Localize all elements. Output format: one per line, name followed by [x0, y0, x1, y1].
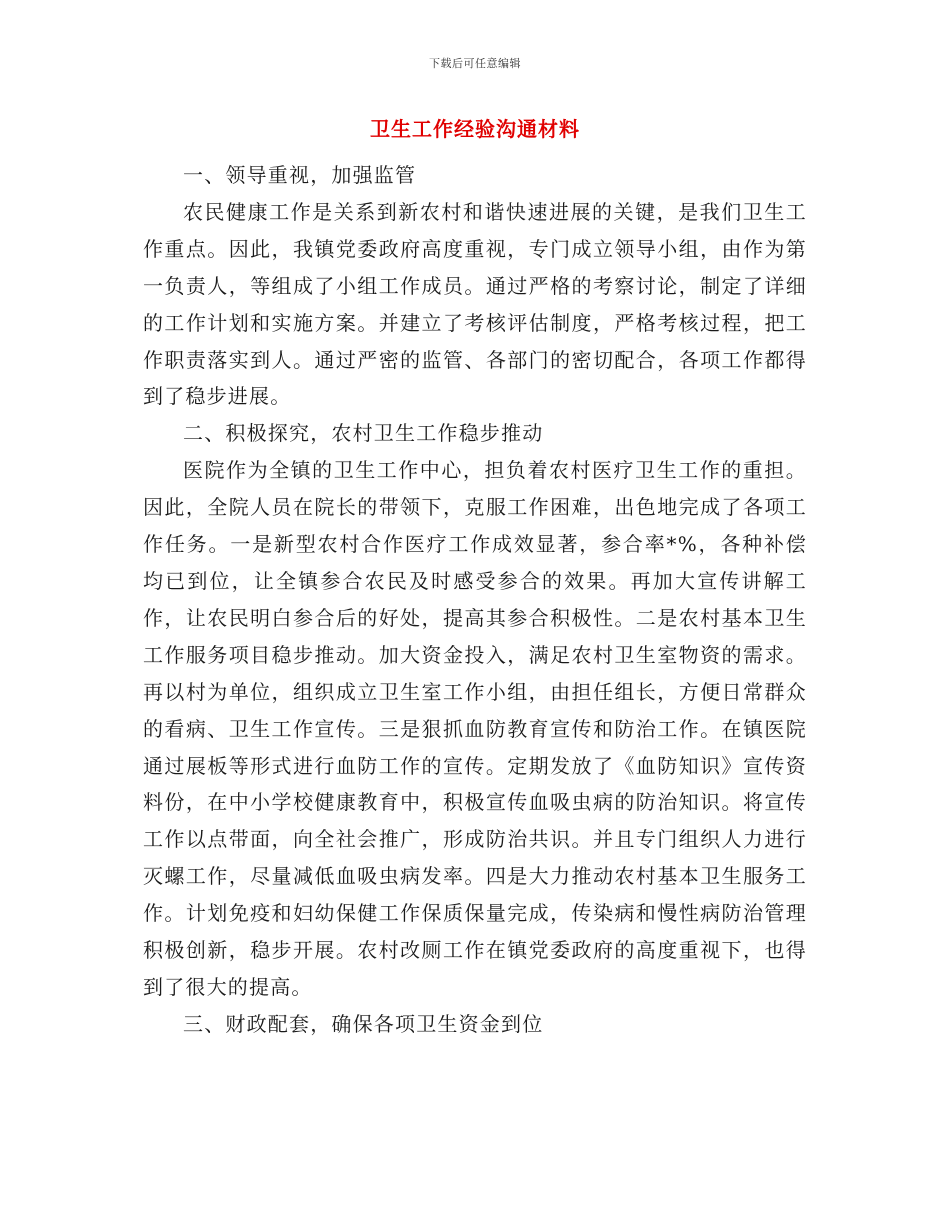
document-title: 卫生工作经验沟通材料: [370, 117, 580, 141]
header-note: 下载后可任意编辑: [429, 57, 521, 70]
document-body: [143, 157, 807, 1043]
section-heading-3: 三、财政配套，确保各项卫生资金到位: [183, 1011, 544, 1036]
paragraph-2: 医院作为全镇的卫生工作中心，担负着农村医疗卫生工作的重担。因此，全院人员在院长的带领下，克服工作困难，出色地完成了各项工作任务。一是新型农村合作医疗工作成效显著，参合率*%，各种补偿均已到位，让全镇参合农民及时感受参合的效果。再加大宣传讲解工作，让农民明白参合后的好处，提高其参合积极性。二是农村基本卫生工作服务项目稳步推动。加大资金投入，满足农村卫生室物资的需求。再以村为单位，组织成立卫生室工作小组，由担任组长，方便日常群众的看病、卫生工作宣传。三是狠抓血防教育宣传和防治工作。在镇医院通过展板等形式进行血防工作的宣传。定期发放了《血防知识》宣传资料份，在中小学校健康教育中，积极宣传血吸虫病的防治知识。将宣传工作以点带面，向全社会推广，形成防治共识。并且专门组织人力进行灭螺工作，尽量减低血吸虫病发率。四是大力推动农村基本卫生服务工作。计划免疫和妇幼保健工作保质保量完成，传染病和慢性病防治管理积极创新，稳步开展。农村改厕工作在镇党委政府的高度重视下，也得到了很大的提高。: [143, 458, 807, 999]
section-heading-2: 二、积极探究，农村卫生工作稳步推动: [183, 421, 544, 446]
section-heading-1: 一、领导重视，加强监管: [183, 163, 417, 187]
paragraph-1: 农民健康工作是关系到新农村和谐快速进展的关键，是我们卫生工作重点。因此，我镇党委政府高度重视，专门成立领导小组，由作为第一负责人，等组成了小组工作成员。通过严格的考察讨论，制定了详细的工作计划和实施方案。并建立了考核评估制度，严格考核过程，把工作职责落实到人。通过严密的监管、各部门的密切配合，各项工作都得到了稳步进展。: [143, 199, 807, 409]
